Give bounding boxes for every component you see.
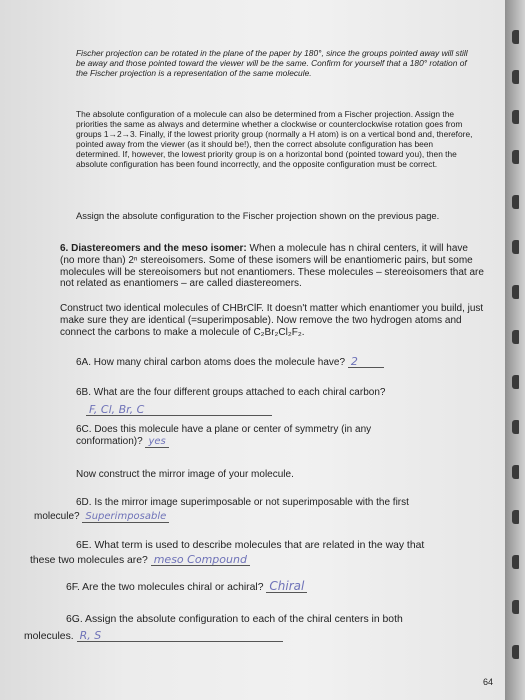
answer-6a: 2	[348, 356, 384, 368]
question-6d-text-line1: 6D. Is the mirror image superimposable or not superimposable with the first	[76, 497, 409, 508]
binder-ring	[512, 420, 519, 434]
question-6e-text-line1: 6E. What term is used to describe molecules that are related in the way that	[76, 540, 425, 551]
question-6d	[76, 497, 496, 509]
binder-ring	[512, 150, 519, 164]
question-6e	[76, 540, 496, 552]
section-6-paragraph	[60, 243, 485, 290]
question-6e-continued	[30, 554, 470, 567]
question-6b-text: 6B. What are the four different groups attached to each chiral carbon?	[76, 387, 386, 398]
section-6-body: When a molecule has n chiral centers, it will have (no more than) 2ⁿ stereoisomers. Some of these isomers will be enantiomeric pairs, but some molecules will be stereoisomers but not enantiomers. These molecules – stereoisomers that are not related as enantiomers – are called diastereomers.	[60, 243, 484, 290]
binder-ring	[512, 70, 519, 84]
binder-ring	[512, 285, 519, 299]
binder-ring	[512, 555, 519, 569]
binder-ring	[512, 330, 519, 344]
absolute-configuration-paragraph: The absolute configuration of a molecule can also be determined from a Fischer projection. Assign the priorities the same as always and determine whether a clockwise or counterclockwise rotation goes from groups 1→2→3. Finally, if the lowest priority group (normally a H atom) is on a vertical bond and, therefore, pointed away from the viewer (as it should be!), then the correct absolute configuration has been determined. If, however, the lowest priority group is on a horizontal bond (pointed toward you), then the absolute configuration has been found incorrectly, and the opposite configuration must be correct.	[76, 109, 473, 169]
answer-6g: R, S	[77, 630, 283, 642]
question-6c	[76, 424, 496, 448]
binder-ring	[512, 465, 519, 479]
question-6d-continued	[34, 511, 454, 523]
question-6g-text-line1: 6G. Assign the absolute configuration to each of the chiral centers in both	[66, 614, 403, 625]
assign-instruction: Assign the absolute configuration to the Fischer projection shown on the previous page.	[76, 210, 440, 221]
question-6d-text-line2: molecule?	[34, 511, 80, 522]
question-6g	[66, 614, 496, 626]
mirror-image-instruction: Now construct the mirror image of your molecule.	[76, 469, 294, 480]
binder-ring	[512, 375, 519, 389]
answer-6d: Superimposable	[82, 512, 169, 523]
binder-ring	[512, 240, 519, 254]
answer-6e: meso Compound	[151, 554, 250, 566]
binder-ring	[512, 30, 519, 44]
question-6c-text-line1: 6C. Does this molecule have a plane or center of symmetry (in any	[76, 424, 372, 435]
question-6f	[66, 580, 496, 594]
section-6-heading: 6. Diastereomers and the meso isomer:	[60, 243, 247, 254]
question-6a-text: 6A. How many chiral carbon atoms does the molecule have?	[76, 357, 346, 368]
binder-ring	[512, 110, 519, 124]
binder-ring	[512, 195, 519, 209]
binder-edge	[505, 0, 525, 700]
page-number: 64	[483, 677, 494, 687]
question-6g-continued	[24, 630, 464, 643]
binder-ring	[512, 510, 519, 524]
answer-6f: Chiral	[266, 580, 307, 593]
question-6b	[76, 387, 496, 399]
question-6f-text: 6F. Are the two molecules chiral or achiral?	[66, 582, 264, 593]
question-6g-text-line2: molecules.	[24, 631, 74, 642]
construct-instructions: Construct two identical molecules of CHBrClF. It doesn't matter which enantiomer you build, just make sure they are identical (=superimposable). Now remove the two hydrogen atoms and connect the carbons to make a molecule of C₂Br₂Cl₂F₂.	[60, 303, 484, 338]
binder-ring	[512, 645, 519, 659]
binder-ring	[512, 600, 519, 614]
question-6e-text-line2: these two molecules are?	[30, 555, 148, 566]
answer-6b: F, Cl, Br, C	[86, 404, 272, 416]
question-6a	[76, 356, 496, 369]
answer-6b-line	[86, 400, 272, 419]
fischer-rotation-paragraph: Fischer projection can be rotated in the plane of the paper by 180°, since the groups pointed away will still be away and those pointed toward the viewer will be the same. Confirm for yourself that a 180° rotation of the Fischer projection is a representation of the same molecule.	[76, 48, 468, 78]
question-6c-text-line2: conformation)?	[76, 435, 143, 447]
answer-6c: yes	[145, 437, 168, 448]
